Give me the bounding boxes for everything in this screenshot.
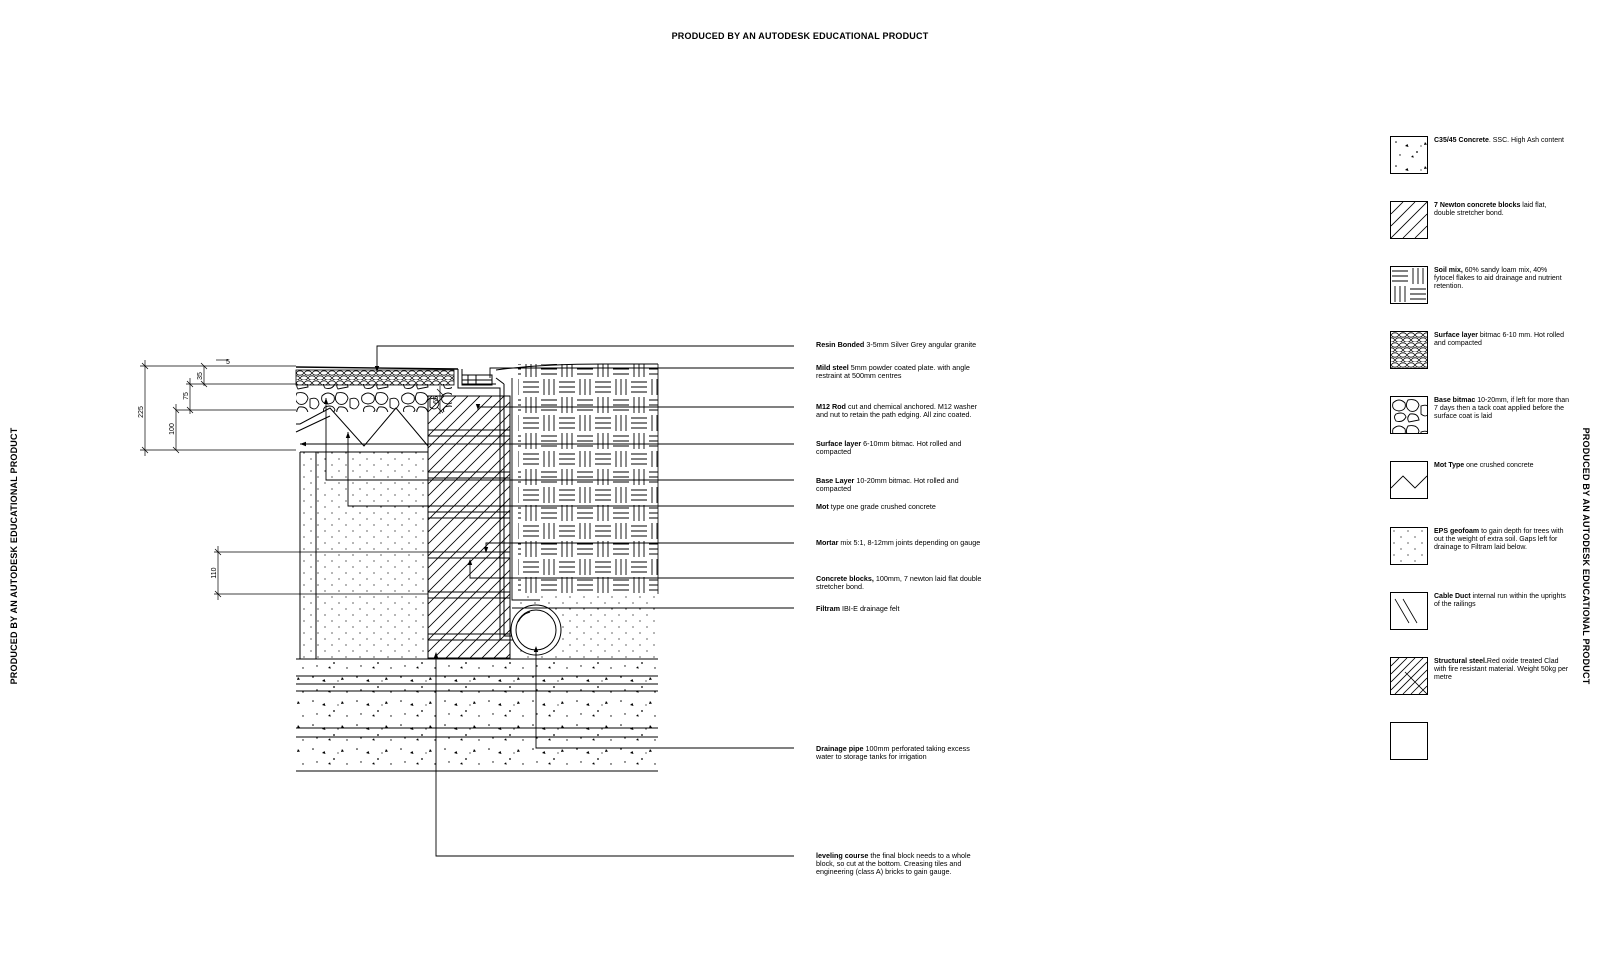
note-concrete-blocks: Concrete blocks, 100mm, 7 newton laid flat double stretcher bond. [816, 574, 982, 592]
surface-layer-bitmac [296, 370, 454, 385]
watermark-right: PRODUCED BY AN AUTODESK EDUCATIONAL PRODUCT [1581, 427, 1591, 685]
note-filtram: Filtram IBI-E drainage felt [816, 604, 900, 613]
dim-5: 5 [226, 359, 230, 366]
soil-mix [518, 364, 658, 594]
legend-item-structural-steel: Structural steel.Red oxide treated Clad with fire resistant material. Weight 50kg per metre [1434, 658, 1569, 681]
dot-hatch-icon [1390, 527, 1428, 565]
crosshatch-icon [1390, 657, 1428, 695]
dim-100: 100 [169, 423, 176, 435]
note-mortar: Mortar mix 5:1, 8-12mm joints depending on gauge [816, 538, 981, 547]
basketweave-hatch-icon [1390, 266, 1428, 304]
legend-item-eps-geofoam: EPS geofoam to gain depth for trees with out the weight of extra soil. Gaps left for drainage to Filtram laid below. [1434, 528, 1564, 551]
legend-item-cable-duct: Cable Duct internal run within the uprights of the railings [1434, 593, 1566, 608]
note-leveling-course: leveling course the final block needs to a whole block, so cut at the bottom. Creasing tiles and engineering (class A) bricks to gain gauge. [816, 851, 971, 877]
glass-hatch-icon [1390, 592, 1428, 630]
note-base-layer: Base Layer 10-20mm bitmac. Hot rolled and compacted [816, 476, 959, 494]
legend-item-soil-mix: Soil mix, 60% sandy loam mix, 40% fytocel flakes to aid drainage and nutrient retention. [1434, 267, 1562, 290]
legend-item-concrete: C35/45 Concrete. SSC. High Ash content [1434, 137, 1564, 144]
dim-75: 75 [183, 392, 190, 400]
legend-item-base-bitmac: Base bitmac 10-20mm, if left for more than 7 days then a tack coat applied before the surface coat is laid [1434, 397, 1570, 420]
watermark-top: PRODUCED BY AN AUTODESK EDUCATIONAL PRODUCT [671, 31, 929, 41]
legend-item-mot-type: Mot Type one crushed concrete [1434, 462, 1534, 469]
dim-110: 110 [211, 567, 218, 579]
eps-geofoam-fill [300, 452, 428, 658]
note-mot: Mot type one grade crushed concrete [816, 502, 936, 511]
note-mild-steel: Mild steel 5mm powder coated plate. with angle restraint at 500mm centres [816, 363, 970, 381]
concrete-block-wall [428, 396, 510, 658]
concrete-hatch-icon [1390, 136, 1428, 174]
note-surface-layer: Surface layer 6-10mm bitmac. Hot rolled and compacted [816, 439, 962, 457]
mot-zigzag [296, 408, 428, 446]
empty-swatch-icon [1390, 722, 1428, 760]
dim-35: 35 [197, 372, 204, 380]
zigzag-hatch-icon [1390, 461, 1428, 499]
legend-item-surface-layer: Surface layer bitmac 6-10 mm. Hot rolled and compacted [1434, 332, 1564, 347]
watermark-left: PRODUCED BY AN AUTODESK EDUCATIONAL PRODUCT [9, 427, 19, 685]
note-resin-bonded: Resin Bonded 3-5mm Silver Grey angular granite [816, 340, 977, 349]
note-drainage-pipe: Drainage pipe 100mm perforated taking excess water to storage tanks for irrigation [816, 744, 970, 762]
diagonal-hatch-icon [1390, 201, 1428, 239]
stone-hatch-icon [1390, 396, 1428, 434]
dim-225: 225 [138, 406, 145, 418]
note-m12-rod: M12 Rod cut and chemical anchored. M12 washer and nut to retain the path edging. All zinc coated. [816, 402, 977, 420]
legend-item-concrete-blocks: 7 Newton concrete blocks laid flat, double stretcher bond. [1434, 202, 1547, 217]
gravel-hatch-icon [1390, 331, 1428, 369]
dim-65: 65 [433, 396, 440, 404]
